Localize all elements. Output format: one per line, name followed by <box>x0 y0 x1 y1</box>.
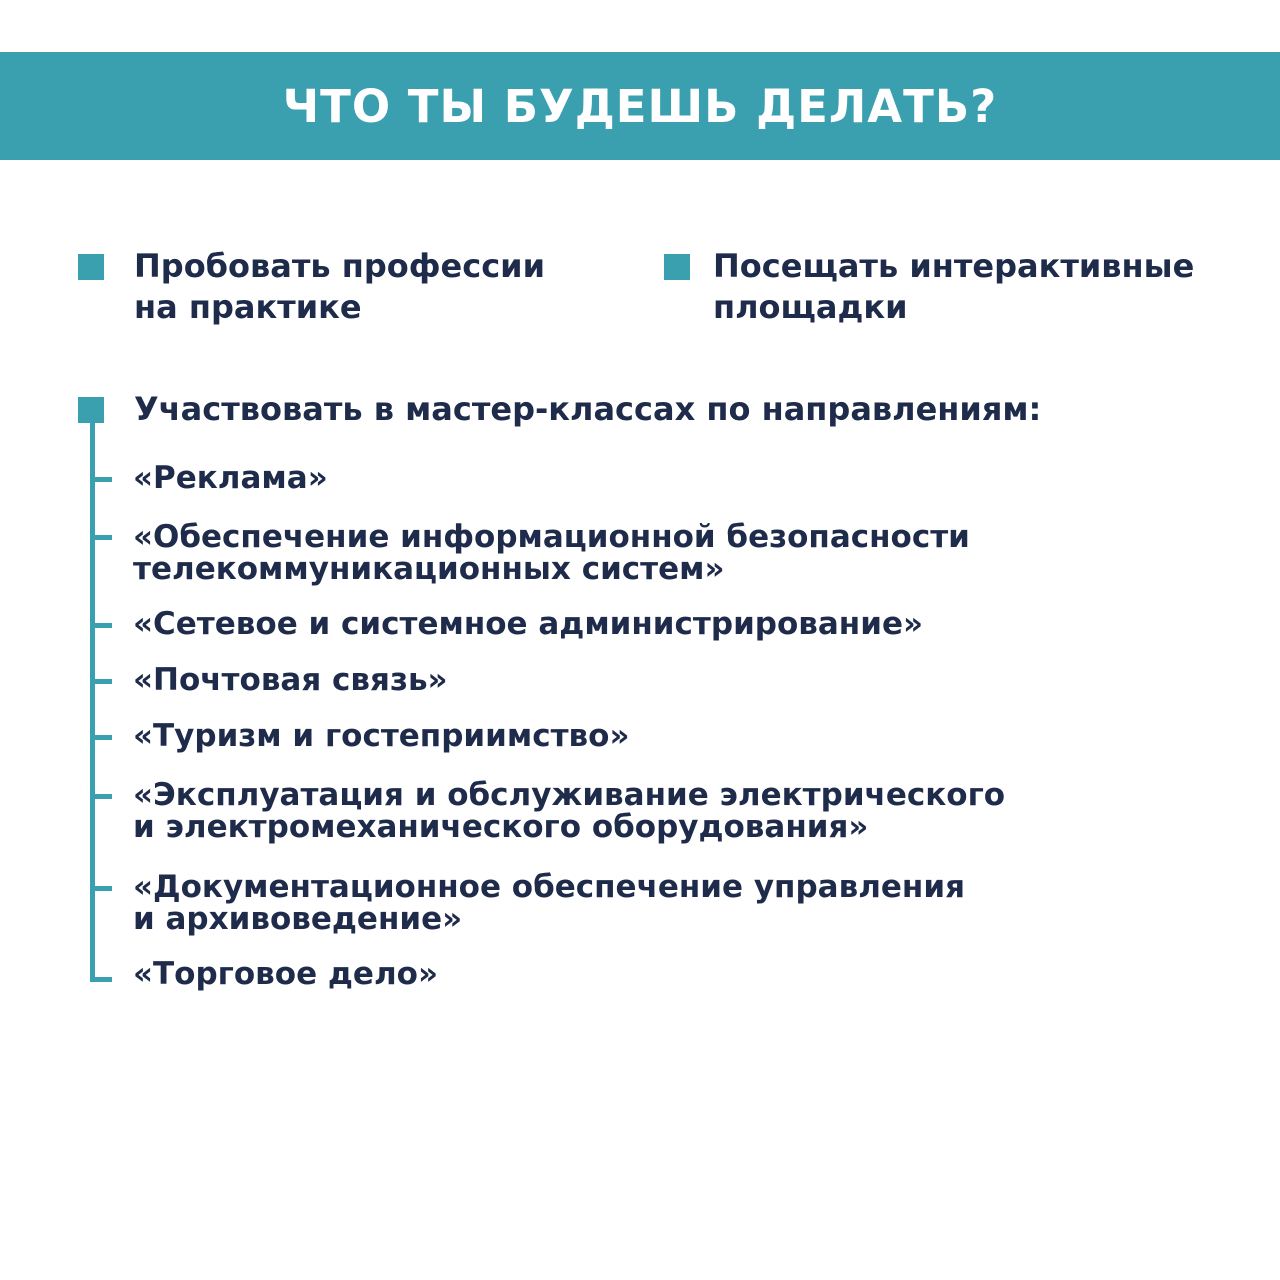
item-line: Посещать интерактивные <box>713 247 1195 285</box>
tree-tick <box>90 535 112 540</box>
header-banner <box>0 52 1280 160</box>
direction-postal <box>133 664 448 696</box>
direction-line: «Почтовая связь» <box>133 662 448 698</box>
tree-tick <box>90 977 112 982</box>
tree-tick <box>90 794 112 799</box>
direction-line: «Документационное обеспечение управления <box>133 869 965 905</box>
tree-tick <box>90 623 112 628</box>
direction-line: и электромеханического оборудования» <box>133 809 869 845</box>
item-line: площадки <box>713 288 908 326</box>
square-bullet-icon <box>78 254 104 280</box>
page-title: ЧТО ТЫ БУДЕШЬ ДЕЛАТЬ? <box>282 79 998 133</box>
direction-line: «Туризм и гостеприимство» <box>133 718 630 754</box>
item-visit-platforms <box>713 246 1194 328</box>
square-bullet-icon <box>664 254 690 280</box>
direction-line: телекоммуникационных систем» <box>133 551 725 587</box>
tree-tick <box>90 679 112 684</box>
direction-line: «Обеспечение информационной безопасности <box>133 519 970 555</box>
direction-advertising <box>133 462 328 494</box>
direction-tourism <box>133 720 629 752</box>
direction-line: «Реклама» <box>133 460 328 496</box>
item-line: на практике <box>134 288 362 326</box>
item-try-professions <box>134 246 545 328</box>
tree-tick <box>90 735 112 740</box>
direction-info-security <box>133 521 970 585</box>
direction-electrical <box>133 779 1005 843</box>
tree-tick <box>90 886 112 891</box>
direction-documentation <box>133 871 965 935</box>
direction-line: «Торговое дело» <box>133 956 438 992</box>
item-line: Пробовать профессии <box>134 247 545 285</box>
item-master-classes <box>134 389 1041 430</box>
direction-line: «Эксплуатация и обслуживание электрического <box>133 777 1006 813</box>
tree-tick <box>90 477 112 482</box>
tree-connector-line <box>90 420 95 982</box>
direction-line: и архивоведение» <box>133 901 463 937</box>
direction-network-admin <box>133 608 923 640</box>
item-line: Участвовать в мастер-классах по направлениям: <box>134 390 1042 428</box>
direction-trade <box>133 958 438 990</box>
direction-line: «Сетевое и системное администрирование» <box>133 606 924 642</box>
